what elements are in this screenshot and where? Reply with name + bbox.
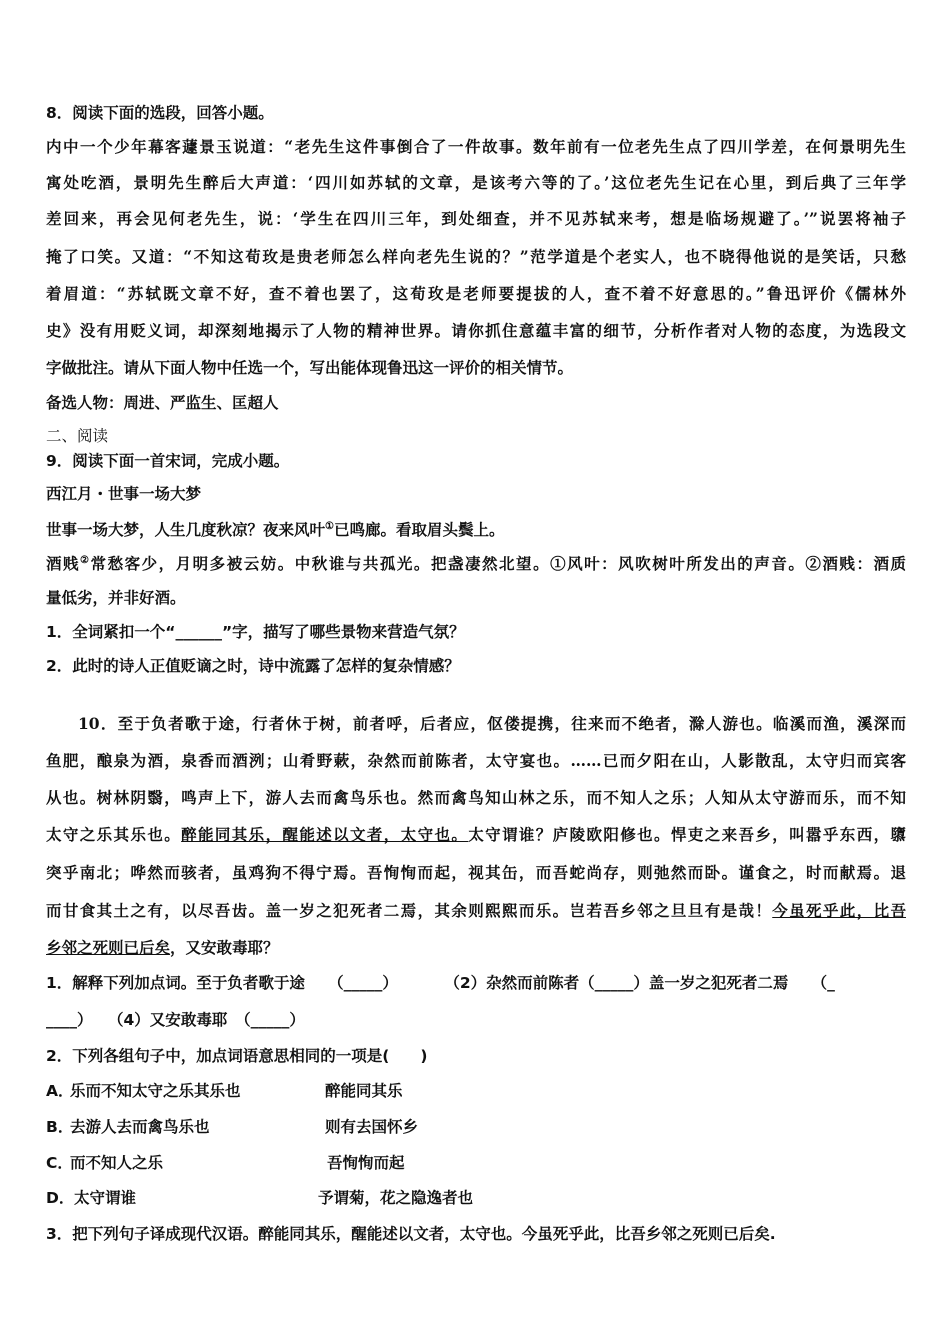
option-d-pair: 予谓菊，花之隐逸者也 — [318, 1189, 474, 1207]
dotted-word: 而 — [70, 1154, 86, 1172]
dotted-word: 乐 — [387, 1082, 403, 1100]
option-c-pair: 吾恂恂而起 — [327, 1154, 405, 1172]
poem-title: 西江月・世事一场大梦 — [46, 484, 202, 503]
q9-heading: 9．阅读下面一首宋词，完成小题。 — [46, 452, 290, 470]
dotted-word: 起 — [434, 863, 452, 882]
q8-candidates: 备选人物：周进、严监生、匡超人 — [46, 394, 279, 412]
dotted-word: 去 — [116, 1118, 133, 1136]
option-c: C．而不知人之乐 — [46, 1154, 164, 1172]
option-a: A．乐而不知太守之乐其乐也 — [46, 1082, 241, 1100]
dotted-word: 谓 — [105, 1189, 121, 1207]
q10-passage-line: 从也。树林阴翳，鸣声上下，游人去而禽鸟乐也。然而禽鸟知山林之乐，而不知人之乐；人知从太守游而乐，而不知 — [46, 788, 906, 807]
q10-subquestion-2: 2．下列各组句子中，加点词语意思相同的一项是( ) — [46, 1047, 428, 1065]
q8-paragraph-line: 着眉道：“苏轼既文章不好，查不着也罢了，这荀玫是老师要提拔的人，查不着不好意思的。”鲁迅评价《儒林外 — [46, 284, 906, 303]
option-b-pair: 则有去国怀乡 — [325, 1118, 419, 1136]
q10-passage-line: 而甘食其土之有，以尽吾齿。盖一岁之犯死者二焉，其余则熙熙而乐。岂若吾乡邻之旦旦有是哉！今虽死乎此，比吾 — [46, 901, 906, 920]
q9-subquestion-2: 2．此时的诗人正值贬谪之时，诗中流露了怎样的复杂情感？ — [46, 657, 460, 675]
q10-passage-line: 10．至于负者歌于途，行者休于树，前者呼，后者应，伛偻提携，往来而不绝者，滁人游也。临溪而渔，溪深而 — [78, 714, 906, 733]
footnote-mark: ② — [80, 555, 91, 566]
option-d: D．太守谓谁 — [46, 1189, 137, 1207]
dotted-word: 去 — [356, 1118, 372, 1136]
q10-subquestion-1: 1．解释下列加点词。至于负者歌于途 （_____） （2）杂然而前陈者（_____）盖一岁之犯死者二焉 （_ — [46, 974, 835, 992]
poem-footnote: 量低劣，并非好酒。 — [46, 588, 186, 607]
option-a-pair: 醉能同其乐 — [325, 1082, 403, 1100]
underlined-sentence: 今虽死乎此，比吾 — [772, 901, 906, 920]
q8-paragraph-line: 差回来，再会见何老先生，说：‘学生在四川三年，到处细查，并不见苏轼来考，想是临场规避了。’”说罢将袖子 — [46, 209, 906, 228]
q9-subquestion-1: 1．全词紧扣一个“______”字，描写了哪些景物来营造气氛？ — [46, 623, 465, 641]
q8-heading: 8．阅读下面的选段，回答小题。 — [46, 104, 274, 122]
dotted-word: 安 — [165, 1011, 181, 1029]
dotted-word: 盖 — [648, 974, 665, 992]
section-heading: 二、阅读 — [46, 427, 109, 445]
q10-subquestion-1-cont: ____） （4）又安敢毒耶 （_____） — [46, 1011, 305, 1029]
q10-passage-line: 乡邻之死则已后矣，又安敢毒耶？ — [46, 938, 279, 957]
dotted-word: 乐 — [178, 1082, 195, 1100]
q8-paragraph-line: 寓处吃酒，景明先生醉后大声道：‘四川如苏轼的文章，是该考六等的了。’这位老先生记在心里，到后典了三年学 — [46, 173, 906, 192]
dotted-word: 负 — [227, 974, 243, 992]
dotted-word: 而 — [373, 1154, 390, 1172]
footnote-mark: ① — [325, 521, 334, 532]
dotted-word: 谓 — [333, 1189, 350, 1207]
poem-line: 酒贱②常愁客少，月明多被云妨。中秋谁与共孤光。把盏凄然北望。①风叶：风吹树叶所发出的声音。②酒贱：酒质 — [46, 554, 906, 574]
q8-paragraph-line: 字做批注。请从下面人物中任选一个，写出能体现鲁迅这一评价的相关情节。 — [46, 358, 574, 377]
poem-line: 世事一场大梦，人生几度秋凉？夜来风叶①已鸣廊。看取眉头鬓上。 — [46, 520, 505, 540]
dotted-word: 陈 — [548, 974, 564, 992]
underlined-sentence: 醉能同其乐，醒能述以文者，太守也。 — [181, 825, 469, 844]
option-b: B．去游人去而禽鸟乐也 — [46, 1118, 210, 1136]
q8-paragraph-line: 掩了口笑。又道：“不知这荀玫是贵老师怎么样向老先生说的？”范学道是个老实人，也不晓得他说的是笑话，只愁 — [46, 247, 906, 266]
q8-paragraph-line: 内中一个少年幕客蘧景玉说道：“老先生这件事倒合了一件故事。数年前有一位老先生点了四川学差，在何景明先生 — [46, 137, 906, 156]
underlined-sentence: 乡邻之死则已后矣 — [46, 938, 171, 957]
q8-paragraph-line: 史》没有用贬义词，却深刻地揭示了人物的精神世界。请你抓住意蕴丰富的细节，分析作者对人物的态度，为选段文 — [46, 321, 906, 340]
q10-passage-line: 突乎南北；哗然而骇者，虽鸡狗不得宁焉。吾恂恂而起，视其缶，而吾蛇尚存，则弛然而卧。谨食之，时而献焉。退 — [46, 863, 906, 882]
q10-passage-line: 鱼肥，酿泉为酒，泉香而酒洌；山肴野蔌，杂然而前陈者，太守宴也。……已而夕阳在山，人影散乱，太守归而宾客 — [46, 751, 906, 770]
q10-subquestion-3: 3．把下列句子译成现代汉语。醉能同其乐，醒能述以文者，太守也。今虽死乎此，比吾乡邻之死则已后矣. — [46, 1225, 776, 1243]
q10-passage-line: 太守之乐其乐也。醉能同其乐，醒能述以文者，太守也。太守谓谁？庐陵欧阳修也。悍吏之来吾乡，叫嚣乎东西，隳 — [46, 825, 906, 844]
